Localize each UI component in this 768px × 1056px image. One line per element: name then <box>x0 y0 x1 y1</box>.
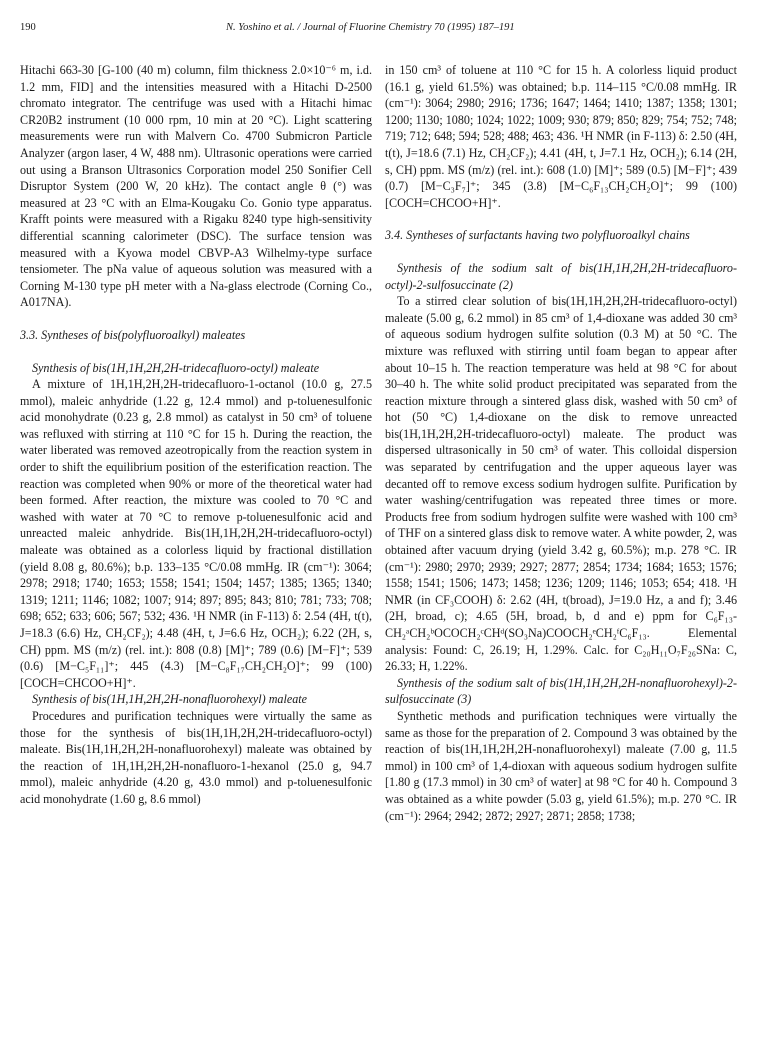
paragraph-tridecafluoro-maleate: A mixture of 1H,1H,2H,2H-tridecafluoro-1-octanol (10.0 g, 27.5 mmol), maleic anhydride (1.22 g, 12.4 mmol) and p-toluenesulfonic acid monohydrate (0.23 g, 2.8 mmol) as catalyst in 50 cm³ of toluene was refluxed with stirring at 110 °C for 15 h. During the reaction, the water liberated was removed azeotropically from the reaction system in order to shift the equilibrium position of the esterification reaction. The reaction was completed when 90% or more of the theoretical water had been formed. After reaction, the mixture was cooled to 70 °C and washed with water at 70 °C to remove p-toluenesulfonic acid and unreacted maleic anhydride. Bis(1H,1H,2H,2H-tridecafluoro-octyl) maleate was obtained as a colorless liquid by fractional distillation (yield 8.08 g, 80.6%); b.p. 133–135 °C/0.08 mmHg. IR (cm⁻¹): 3064; 2978; 2918; 1740; 1653; 1558; 1541; 1504; 1457; 1385; 1365; 1340; 1319; 1211; 1146; 1082; 1007; 914; 897; 895; 843; 810; 781; 733; 708; 698; 652; 633; 606; 567; 532; 436. ¹H NMR (in F-113) δ: 2.54 (4H, t(t), J=18.3 (6.6) Hz, CH₂CF₂); 4.48 (4H, t, J=6.6 Hz, OCH₂); 6.22 (2H, s, CH) ppm. MS (m/z) (rel. int.): 808 (0.8) [M]⁺; 789 (0.6) [M−F]⁺; 539 (0.6) [M−C₅F₁₁]⁺; 445 (4.3) [M−C₈F₁₇CH₂CH₂O]⁺; 99 (100) [COCH=CHCOO+H]⁺. <box>20 377 372 690</box>
right-column <box>385 62 737 824</box>
paragraph-nonafluoro-maleate: Procedures and purification techniques were virtually the same as those for the synthesis of bis(1H,1H,2H,2H-tridecafluoro-octyl) maleate. Bis(1H,1H,2H,2H-nonafluorohexyl) maleate was obtained by the reaction of 1H,1H,2H,2H-nonafluoro-1-hexanol (25.0 g, 94.7 mmol), maleic anhydride (4.20 g, 43.0 mmol) and p-toluenesulfonic acid monohydrate (1.60 g, 8.6 mmol) <box>20 708 372 806</box>
subheading-nonafluoro-maleate: Synthesis of bis(1H,1H,2H,2H-nonafluorohexyl) maleate <box>32 692 307 707</box>
subheading-surfactant-3: Synthesis of the sodium salt of bis(1H,1H,2H,2H-nonafluorohexyl)-2-sulfosuccinate (3) <box>385 675 737 707</box>
section-heading-3-4: 3.4. Syntheses of surfactants having two polyfluoroalkyl chains <box>385 228 690 243</box>
running-head: N. Yoshino et al. / Journal of Fluorine Chemistry 70 (1995) 187–191 <box>226 22 515 33</box>
subheading-tridecafluoro-maleate: Synthesis of bis(1H,1H,2H,2H-tridecafluoro-octyl) maleate <box>32 360 320 375</box>
page-number: 190 <box>20 22 36 33</box>
left-column <box>20 62 372 808</box>
paragraph-surfactant-2: To a stirred clear solution of bis(1H,1H,2H,2H-tridecafluoro-octyl) maleate (5.00 g, 6.2 mmol) in 85 cm³ of 1,4-dioxane was added 30 cm³ of aqueous sodium hydrogen sulfite solution (0.3 M) at 50 °C. The mixture was refluxed with stirring until foam began to appear after about 10–15 h. The reaction temperature was held at 98 °C for about 30–40 h. The white solid product precipitated was separated from the reaction mixture through a sintered glass disk, washed with 50 cm³ of hot (50 °C) 1,4-dioxane on the disk to remove unreacted bis(1H,1H,2H,2H-tridecafluoro-octyl) maleate. The product was dispersed ultrasonically in 50 cm³ of water. This colloidal dispersion was separated by centrifugation and the upper aqueous layer was decanted off to remove excess sodium hydrogen sulfite. Purification by water washing/centrifugation was repeated three times or more. Products free from sodium hydrogen sulfite were washed with 100 cm³ of THF on a sintered glass disk to remove water. A white powder, 2, was obtained after vacuum drying (yield 3.42 g, 60.5%); m.p. 278 °C. IR (cm⁻¹): 2980; 2970; 2939; 2927; 2877; 2854; 1734; 1684; 1653; 1576; 1558; 1541; 1506; 1473; 1458; 1236; 1209; 1146; 1053; 654; 418. ¹H NMR (in CF₃COOH) δ: 2.62 (4H, t(broad), J=19.0 Hz, a and f); 3.46 (2H, broad, c); 4.65 (5H, broad, b, d and e) ppm for C₆F₁₃-CH₂ᵃCH₂ᵇOCOCH₂ᶜCHᵈ(SO₃Na)COOCH₂ᵉCH₂ᶠC₆F₁₃. Elemental analysis: Found: C, 26.19; H, 1.29%. Calc. for C₂₀H₁₁O₇F₂₆SNa: C, 26.33; H, 1.22%. <box>385 294 737 674</box>
paragraph-nonafluoro-continued: in 150 cm³ of toluene at 110 °C for 15 h. A colorless liquid product (16.1 g, yield 61.5%) was obtained; b.p. 114–115 °C/0.08 mmHg. IR (cm⁻¹): 3064; 2980; 2916; 1736; 1647; 1464; 1410; 1387; 1358; 1301; 1200; 1130; 1080; 1024; 1022; 1009; 930; 879; 850; 829; 754; 752; 748; 719; 712; 648; 594; 528; 488; 463; 436. ¹H NMR (in F-113) δ: 2.50 (4H, t(t), J=18.6 (7.1) Hz, CH₂CF₂); 4.41 (4H, t, J=7.1 Hz, OCH₂); 6.14 (2H, s, CH) ppm. MS (m/z) (rel. int.): 608 (1.0) [M]⁺; 589 (0.5) [M−F]⁺; 439 (0.7) [M−C₃F₇]⁺; 345 (3.8) [M−C₆F₁₃CH₂CH₂O]⁺; 99 (100) [COCH=CHCOO+H]⁺. <box>385 63 737 210</box>
section-heading-3-3: 3.3. Syntheses of bis(polyfluoroalkyl) maleates <box>20 327 246 342</box>
paragraph-instruments: Hitachi 663-30 [G-100 (40 m) column, film thickness 2.0×10⁻⁶ m, i.d. 1.2 mm, FID] and the intensities measured with a Hitachi D-2500 chromato integrator. The centrifuge was used with a Hitachi himac CR20B2 instrument (10 000 rpm, 10 min at 20 °C). Light scattering measurements were run with Malvern Co. 4700 Submicron Particle Analyzer (argon laser, 4 W, 488 nm). Ultrasonic operations were carried out using a Branson Ultrasonics Corporation model 250 Sonifier Cell Disruptor System (200 W, 20 kHz). The contact angle θ (°) was measured at 23 °C with an Elma-Kougaku Co. Gonio type apparatus. Krafft points were measured with a Rigaku 8240 type high-sensitivity differential scanning calorimeter (DSC). The surface tension was measured with a Kyowa model CBVP-A3 Wilhelmy-type surface tensiometer. The pNa value of aqueous solution was measured with a Corning M-130 type pH meter with a Na-glass electrode (Corning Co., A017NA). <box>20 63 372 310</box>
subheading-surfactant-2: Synthesis of the sodium salt of bis(1H,1H,2H,2H-tridecafluoro-octyl)-2-sulfosuccinate (2) <box>385 260 737 292</box>
page-header <box>20 22 750 38</box>
paragraph-surfactant-3: Synthetic methods and purification techniques were virtually the same as those for the preparation of 2. Compound 3 was obtained by the reaction of bis(1H,1H,2H,2H-nonafluorohexyl) maleate (7.00 g, 11.5 mmol) in 100 cm³ of 1,4-dioxan with aqueous sodium hydrogen sulfite [1.80 g (17.3 mmol) in 30 cm³ of water] at 98 °C for 40 h. Compound 3 was obtained as a white powder (5.03 g, yield 61.5%); m.p. 270 °C. IR (cm⁻¹): 2964; 2942; 2872; 2927; 2871; 2858; 1738; <box>385 708 737 823</box>
